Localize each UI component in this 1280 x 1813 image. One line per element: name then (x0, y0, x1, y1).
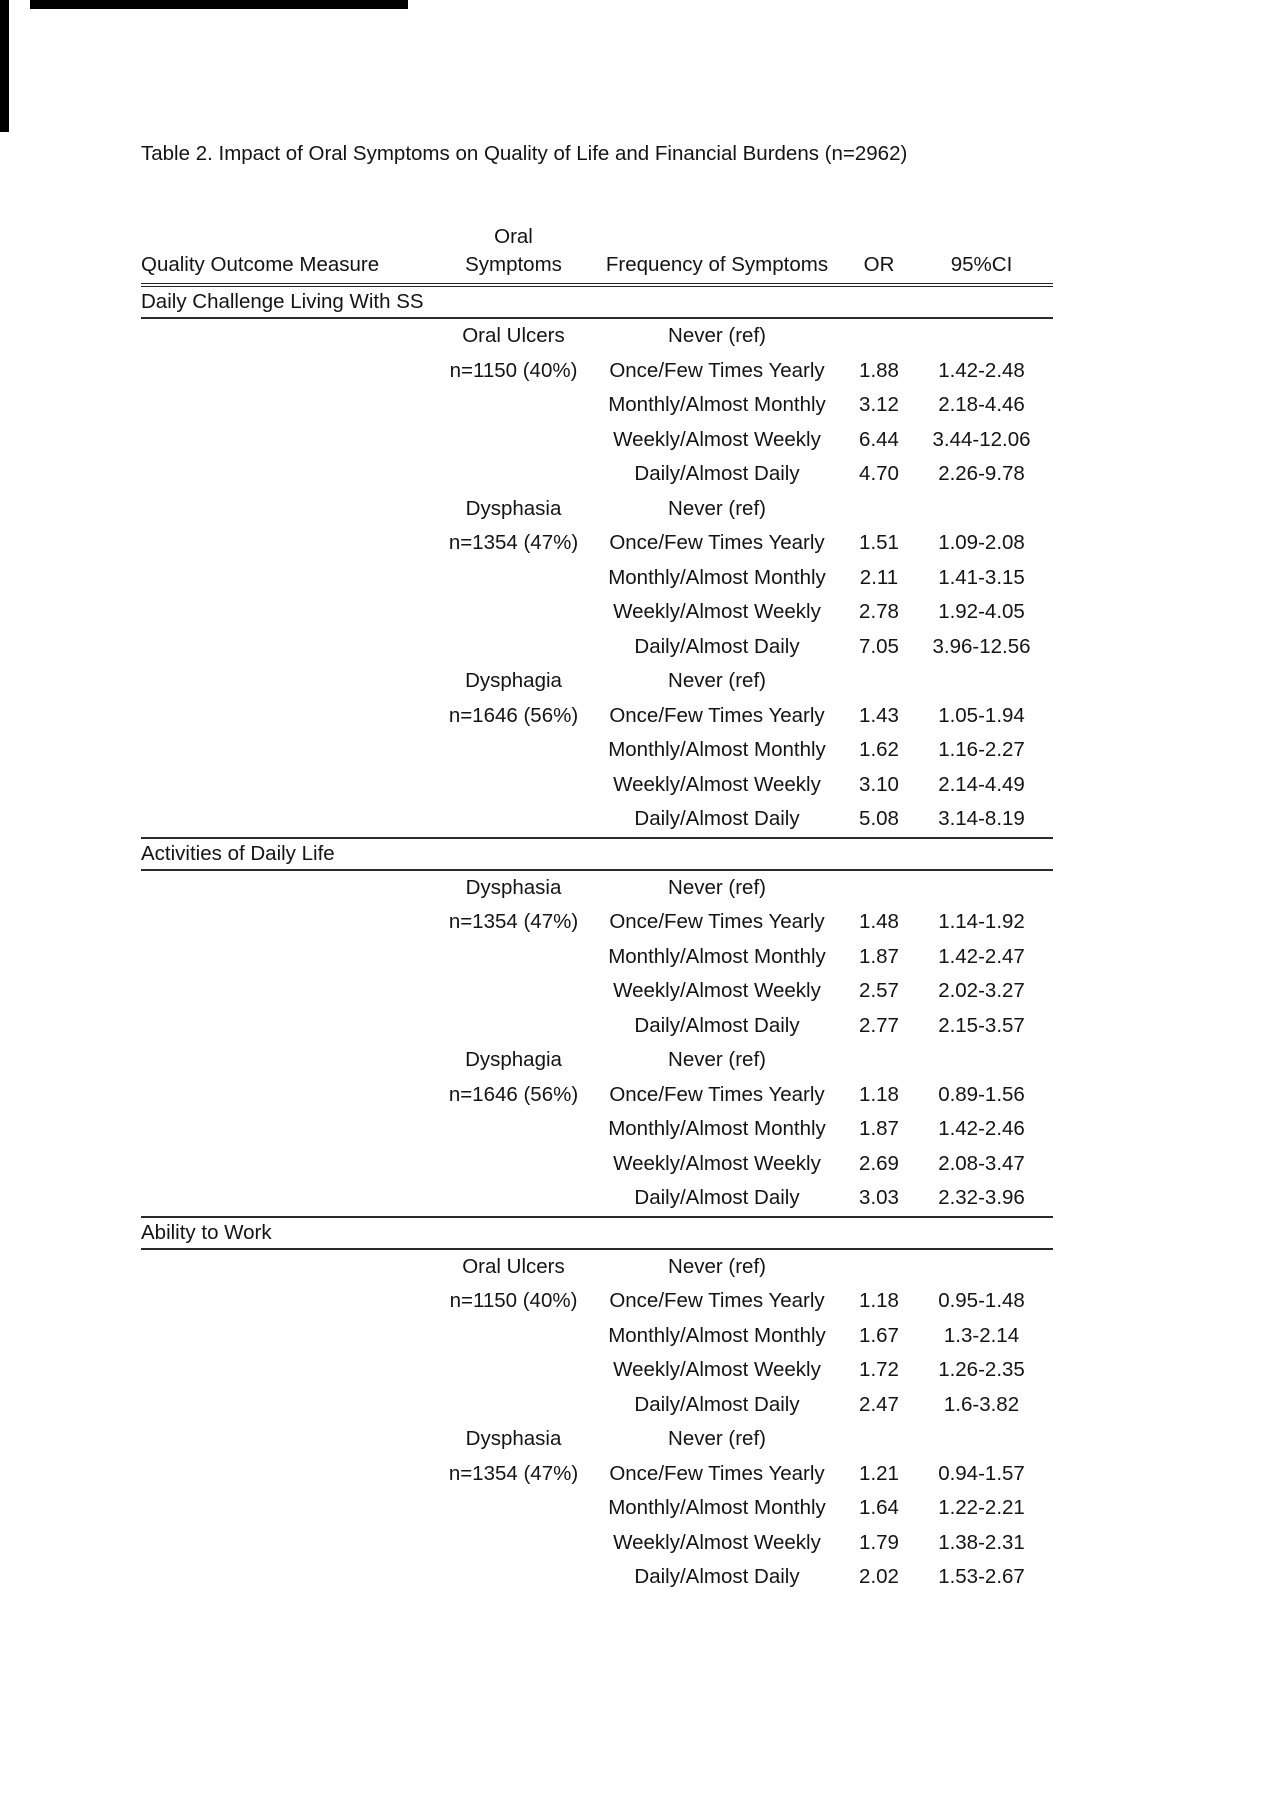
table-row (141, 1526, 1053, 1561)
outcome-cell (141, 630, 441, 665)
ci-value: 2.15-3.57 (938, 1013, 1025, 1037)
table-row (141, 1560, 1053, 1595)
ci-value: 0.95-1.48 (938, 1289, 1025, 1312)
frequency-cell: Weekly/Almost Weekly (613, 979, 821, 1002)
frequency-cell: Monthly/Almost Monthly (608, 1323, 826, 1347)
table-row (141, 1422, 1053, 1457)
outcome-cell (141, 354, 441, 389)
symptom-cell (441, 1009, 586, 1044)
or-value (848, 1249, 910, 1285)
table-row (141, 664, 1053, 699)
or-value: 1.88 (859, 358, 899, 382)
symptom-count: n=1150 (40%) (449, 1289, 578, 1312)
section-label: Daily Challenge Living With SS (141, 285, 1053, 318)
table-row (141, 768, 1053, 803)
or-value: 4.70 (859, 462, 899, 485)
ci-value: 1.22-2.21 (938, 1496, 1025, 1519)
symptom-cell (441, 561, 586, 596)
table-row (141, 699, 1053, 734)
symptom-cell (441, 974, 586, 1009)
symptom-cell (441, 768, 586, 803)
symptom-cell (441, 802, 586, 838)
frequency-cell: Once/Few Times Yearly (609, 531, 825, 554)
ci-value: 0.89-1.56 (938, 1082, 1025, 1106)
table-row (141, 526, 1053, 561)
outcome-cell (141, 1353, 441, 1388)
or-value: 2.47 (859, 1392, 899, 1416)
or-value: 1.87 (859, 1117, 899, 1140)
table-row (141, 1078, 1053, 1113)
table-row (141, 457, 1053, 492)
table-row (141, 1353, 1053, 1388)
frequency-cell: Daily/Almost Daily (634, 1013, 800, 1037)
frequency-cell: Once/Few Times Yearly (609, 1082, 825, 1106)
or-value: 2.77 (859, 1013, 899, 1037)
outcome-cell (141, 1319, 441, 1354)
frequency-cell: Never (ref) (668, 324, 766, 347)
or-value: 1.79 (859, 1530, 899, 1554)
symptom-cell (441, 1319, 586, 1354)
table-title: Table 2. Impact of Oral Symptoms on Quality of Life and Financial Burdens (n=2962) (141, 142, 908, 165)
or-value: 1.67 (859, 1323, 899, 1347)
or-value: 1.18 (859, 1289, 899, 1312)
outcome-cell (141, 664, 441, 699)
oral-symptoms-table (141, 223, 1053, 1595)
ci-value: 3.96-12.56 (932, 634, 1031, 658)
frequency-cell: Weekly/Almost Weekly (613, 427, 821, 451)
frequency-cell: Monthly/Almost Monthly (608, 738, 826, 761)
table-row (141, 388, 1053, 423)
table-row (141, 1457, 1053, 1492)
outcome-cell (141, 1422, 441, 1457)
ci-value: 1.38-2.31 (938, 1530, 1025, 1554)
section-row (141, 838, 1053, 870)
col-header-ci: 95%CI (910, 223, 1053, 285)
frequency-cell: Daily/Almost Daily (634, 462, 800, 485)
frequency-cell: Never (ref) (668, 669, 766, 692)
outcome-cell (141, 1009, 441, 1044)
symptom-cell (441, 1112, 586, 1147)
ci-value: 1.42-2.46 (938, 1117, 1025, 1140)
frequency-cell: Monthly/Almost Monthly (608, 393, 826, 416)
or-value: 1.21 (859, 1461, 899, 1485)
outcome-cell (141, 733, 441, 768)
ci-value: 3.44-12.06 (932, 427, 1031, 451)
or-value: 6.44 (859, 427, 899, 451)
outcome-cell (141, 1249, 441, 1285)
ci-value (910, 1043, 1053, 1078)
symptom-cell (441, 1147, 586, 1182)
or-value (848, 492, 910, 527)
table-row (141, 1181, 1053, 1217)
symptom-count: n=1354 (47%) (448, 1461, 579, 1485)
frequency-cell: Weekly/Almost Weekly (613, 1358, 821, 1381)
ci-value: 1.42-2.47 (938, 944, 1025, 968)
ci-value: 1.42-2.48 (938, 358, 1025, 382)
symptom-cell (441, 1526, 586, 1561)
or-value (848, 318, 910, 354)
or-value: 2.11 (859, 565, 899, 589)
symptom-name: Oral Ulcers (462, 324, 565, 347)
outcome-cell (141, 1560, 441, 1595)
symptom-count: n=1150 (40%) (449, 358, 578, 382)
or-value: 1.64 (859, 1496, 899, 1519)
frequency-cell: Never (ref) (668, 496, 766, 520)
ci-value: 1.6-3.82 (943, 1392, 1020, 1416)
symptom-cell (441, 423, 586, 458)
table-row (141, 1249, 1053, 1285)
frequency-cell: Never (ref) (668, 1048, 766, 1071)
frequency-cell: Monthly/Almost Monthly (608, 1117, 826, 1140)
ci-value: 1.41-3.15 (938, 565, 1025, 589)
outcome-cell (141, 1181, 441, 1217)
or-value: 2.69 (859, 1151, 899, 1175)
symptom-name: Oral Ulcers (462, 1254, 565, 1278)
ci-value: 0.94-1.57 (938, 1461, 1025, 1485)
table-row (141, 1112, 1053, 1147)
table-row (141, 1319, 1053, 1354)
frequency-cell: Weekly/Almost Weekly (613, 1530, 821, 1554)
or-value: 2.78 (859, 600, 899, 623)
outcome-cell (141, 1078, 441, 1113)
ci-value: 2.14-4.49 (938, 772, 1025, 796)
table-row (141, 1491, 1053, 1526)
frequency-cell: Monthly/Almost Monthly (608, 944, 826, 968)
table-row (141, 733, 1053, 768)
frequency-cell: Weekly/Almost Weekly (613, 1151, 821, 1175)
outcome-cell (141, 526, 441, 561)
or-value: 7.05 (859, 634, 899, 658)
outcome-cell (141, 940, 441, 975)
symptom-cell (441, 630, 586, 665)
ci-value: 2.08-3.47 (938, 1151, 1025, 1175)
ci-value: 2.26-9.78 (938, 462, 1025, 485)
scan-artifact-top (30, 0, 408, 9)
outcome-cell (141, 318, 441, 354)
outcome-cell (141, 457, 441, 492)
table-row (141, 1009, 1053, 1044)
frequency-cell: Once/Few Times Yearly (609, 1461, 825, 1485)
or-value: 3.03 (859, 1186, 899, 1209)
ci-value (910, 318, 1053, 354)
scan-artifact-left (0, 0, 9, 132)
or-value: 5.08 (859, 807, 899, 830)
col-header-outcome: Quality Outcome Measure (141, 223, 441, 285)
symptom-cell (441, 733, 586, 768)
frequency-cell: Daily/Almost Daily (634, 807, 800, 830)
or-value: 1.43 (859, 703, 899, 727)
frequency-cell: Daily/Almost Daily (634, 634, 800, 658)
page-content (141, 143, 1053, 1595)
outcome-cell (141, 699, 441, 734)
outcome-cell (141, 595, 441, 630)
ci-value: 1.26-2.35 (938, 1358, 1025, 1381)
outcome-cell (141, 905, 441, 940)
ci-value: 1.05-1.94 (938, 703, 1025, 727)
symptom-count: n=1646 (56%) (448, 1082, 579, 1106)
table-row (141, 870, 1053, 906)
col-header-oral-symptoms (441, 223, 586, 285)
outcome-cell (141, 388, 441, 423)
symptom-cell (441, 595, 586, 630)
outcome-cell (141, 1147, 441, 1182)
frequency-cell: Never (ref) (668, 1427, 766, 1450)
frequency-cell: Monthly/Almost Monthly (608, 1496, 826, 1519)
col-header-frequency: Frequency of Symptoms (586, 223, 848, 285)
ci-value: 2.02-3.27 (938, 979, 1025, 1002)
or-value: 1.18 (859, 1082, 899, 1106)
symptom-cell (441, 457, 586, 492)
or-value: 3.10 (859, 772, 899, 796)
table-row (141, 423, 1053, 458)
table-row (141, 561, 1053, 596)
table-body (141, 285, 1053, 1595)
outcome-cell (141, 1526, 441, 1561)
frequency-cell: Once/Few Times Yearly (609, 1289, 825, 1312)
symptom-cell (441, 1353, 586, 1388)
frequency-cell: Once/Few Times Yearly (609, 703, 825, 727)
table-row (141, 802, 1053, 838)
frequency-cell: Once/Few Times Yearly (609, 358, 825, 382)
symptom-count: n=1354 (47%) (448, 531, 579, 554)
outcome-cell (141, 974, 441, 1009)
frequency-cell: Daily/Almost Daily (634, 1186, 800, 1209)
outcome-cell (141, 802, 441, 838)
outcome-cell (141, 561, 441, 596)
ci-value: 1.09-2.08 (938, 531, 1025, 554)
or-value: 1.62 (859, 738, 899, 761)
ci-value: 2.18-4.46 (938, 393, 1025, 416)
section-row (141, 1217, 1053, 1249)
or-value: 3.12 (859, 393, 899, 416)
col-header-oral-symptoms-line2: Symptoms (465, 253, 562, 276)
table-row (141, 1043, 1053, 1078)
or-value (848, 870, 910, 906)
table-row (141, 1147, 1053, 1182)
symptom-cell (441, 388, 586, 423)
ci-value: 1.92-4.05 (938, 600, 1025, 623)
table-row (141, 630, 1053, 665)
symptom-count: n=1354 (47%) (448, 910, 579, 933)
symptom-count: n=1646 (56%) (448, 703, 579, 727)
or-value: 1.87 (859, 944, 899, 968)
table-row (141, 595, 1053, 630)
ci-value (910, 870, 1053, 906)
symptom-name: Dysphasia (465, 1427, 562, 1450)
or-value: 1.48 (859, 910, 899, 933)
outcome-cell (141, 1491, 441, 1526)
ci-value (910, 1422, 1053, 1457)
table-row (141, 905, 1053, 940)
section-label: Ability to Work (141, 1217, 1053, 1249)
table-row (141, 354, 1053, 389)
ci-value (910, 492, 1053, 527)
frequency-cell: Weekly/Almost Weekly (613, 600, 821, 623)
frequency-cell: Weekly/Almost Weekly (613, 772, 821, 796)
table-row (141, 974, 1053, 1009)
outcome-cell (141, 1457, 441, 1492)
ci-value (910, 1249, 1053, 1285)
or-value: 1.72 (859, 1358, 899, 1381)
section-row (141, 285, 1053, 318)
ci-value: 2.32-3.96 (938, 1186, 1025, 1209)
symptom-name: Dysphagia (465, 1048, 562, 1071)
symptom-cell (441, 1560, 586, 1595)
ci-value: 3.14-8.19 (938, 807, 1025, 830)
table-row (141, 318, 1053, 354)
symptom-cell (441, 1491, 586, 1526)
outcome-cell (141, 423, 441, 458)
frequency-cell: Monthly/Almost Monthly (608, 565, 826, 589)
symptom-name: Dysphagia (465, 669, 562, 692)
outcome-cell (141, 768, 441, 803)
col-header-oral-symptoms-line1: Oral (494, 225, 533, 248)
outcome-cell (141, 492, 441, 527)
frequency-cell: Daily/Almost Daily (634, 1565, 800, 1588)
outcome-cell (141, 1284, 441, 1319)
ci-value: 1.14-1.92 (938, 910, 1025, 933)
or-value: 2.02 (859, 1565, 899, 1588)
outcome-cell (141, 1388, 441, 1423)
or-value: 1.51 (859, 531, 899, 554)
ci-value: 1.3-2.14 (943, 1323, 1020, 1347)
symptom-cell (441, 940, 586, 975)
frequency-cell: Never (ref) (668, 1254, 766, 1278)
or-value: 2.57 (859, 979, 899, 1002)
symptom-name: Dysphasia (465, 496, 562, 520)
header-row (141, 223, 1053, 285)
table-row (141, 1388, 1053, 1423)
section-label: Activities of Daily Life (141, 838, 1053, 870)
outcome-cell (141, 1112, 441, 1147)
or-value (848, 664, 910, 699)
table-row (141, 940, 1053, 975)
frequency-cell: Once/Few Times Yearly (609, 910, 825, 933)
table-row (141, 492, 1053, 527)
symptom-name: Dysphasia (465, 875, 562, 899)
symptom-cell (441, 1181, 586, 1217)
symptom-cell (441, 1388, 586, 1423)
frequency-cell: Daily/Almost Daily (634, 1392, 800, 1416)
or-value (848, 1422, 910, 1457)
frequency-cell: Never (ref) (668, 875, 766, 899)
ci-value: 1.53-2.67 (938, 1565, 1025, 1588)
table-row (141, 1284, 1053, 1319)
outcome-cell (141, 870, 441, 906)
or-value (848, 1043, 910, 1078)
ci-value: 1.16-2.27 (938, 738, 1025, 761)
col-header-or: OR (848, 223, 910, 285)
outcome-cell (141, 1043, 441, 1078)
ci-value (910, 664, 1053, 699)
